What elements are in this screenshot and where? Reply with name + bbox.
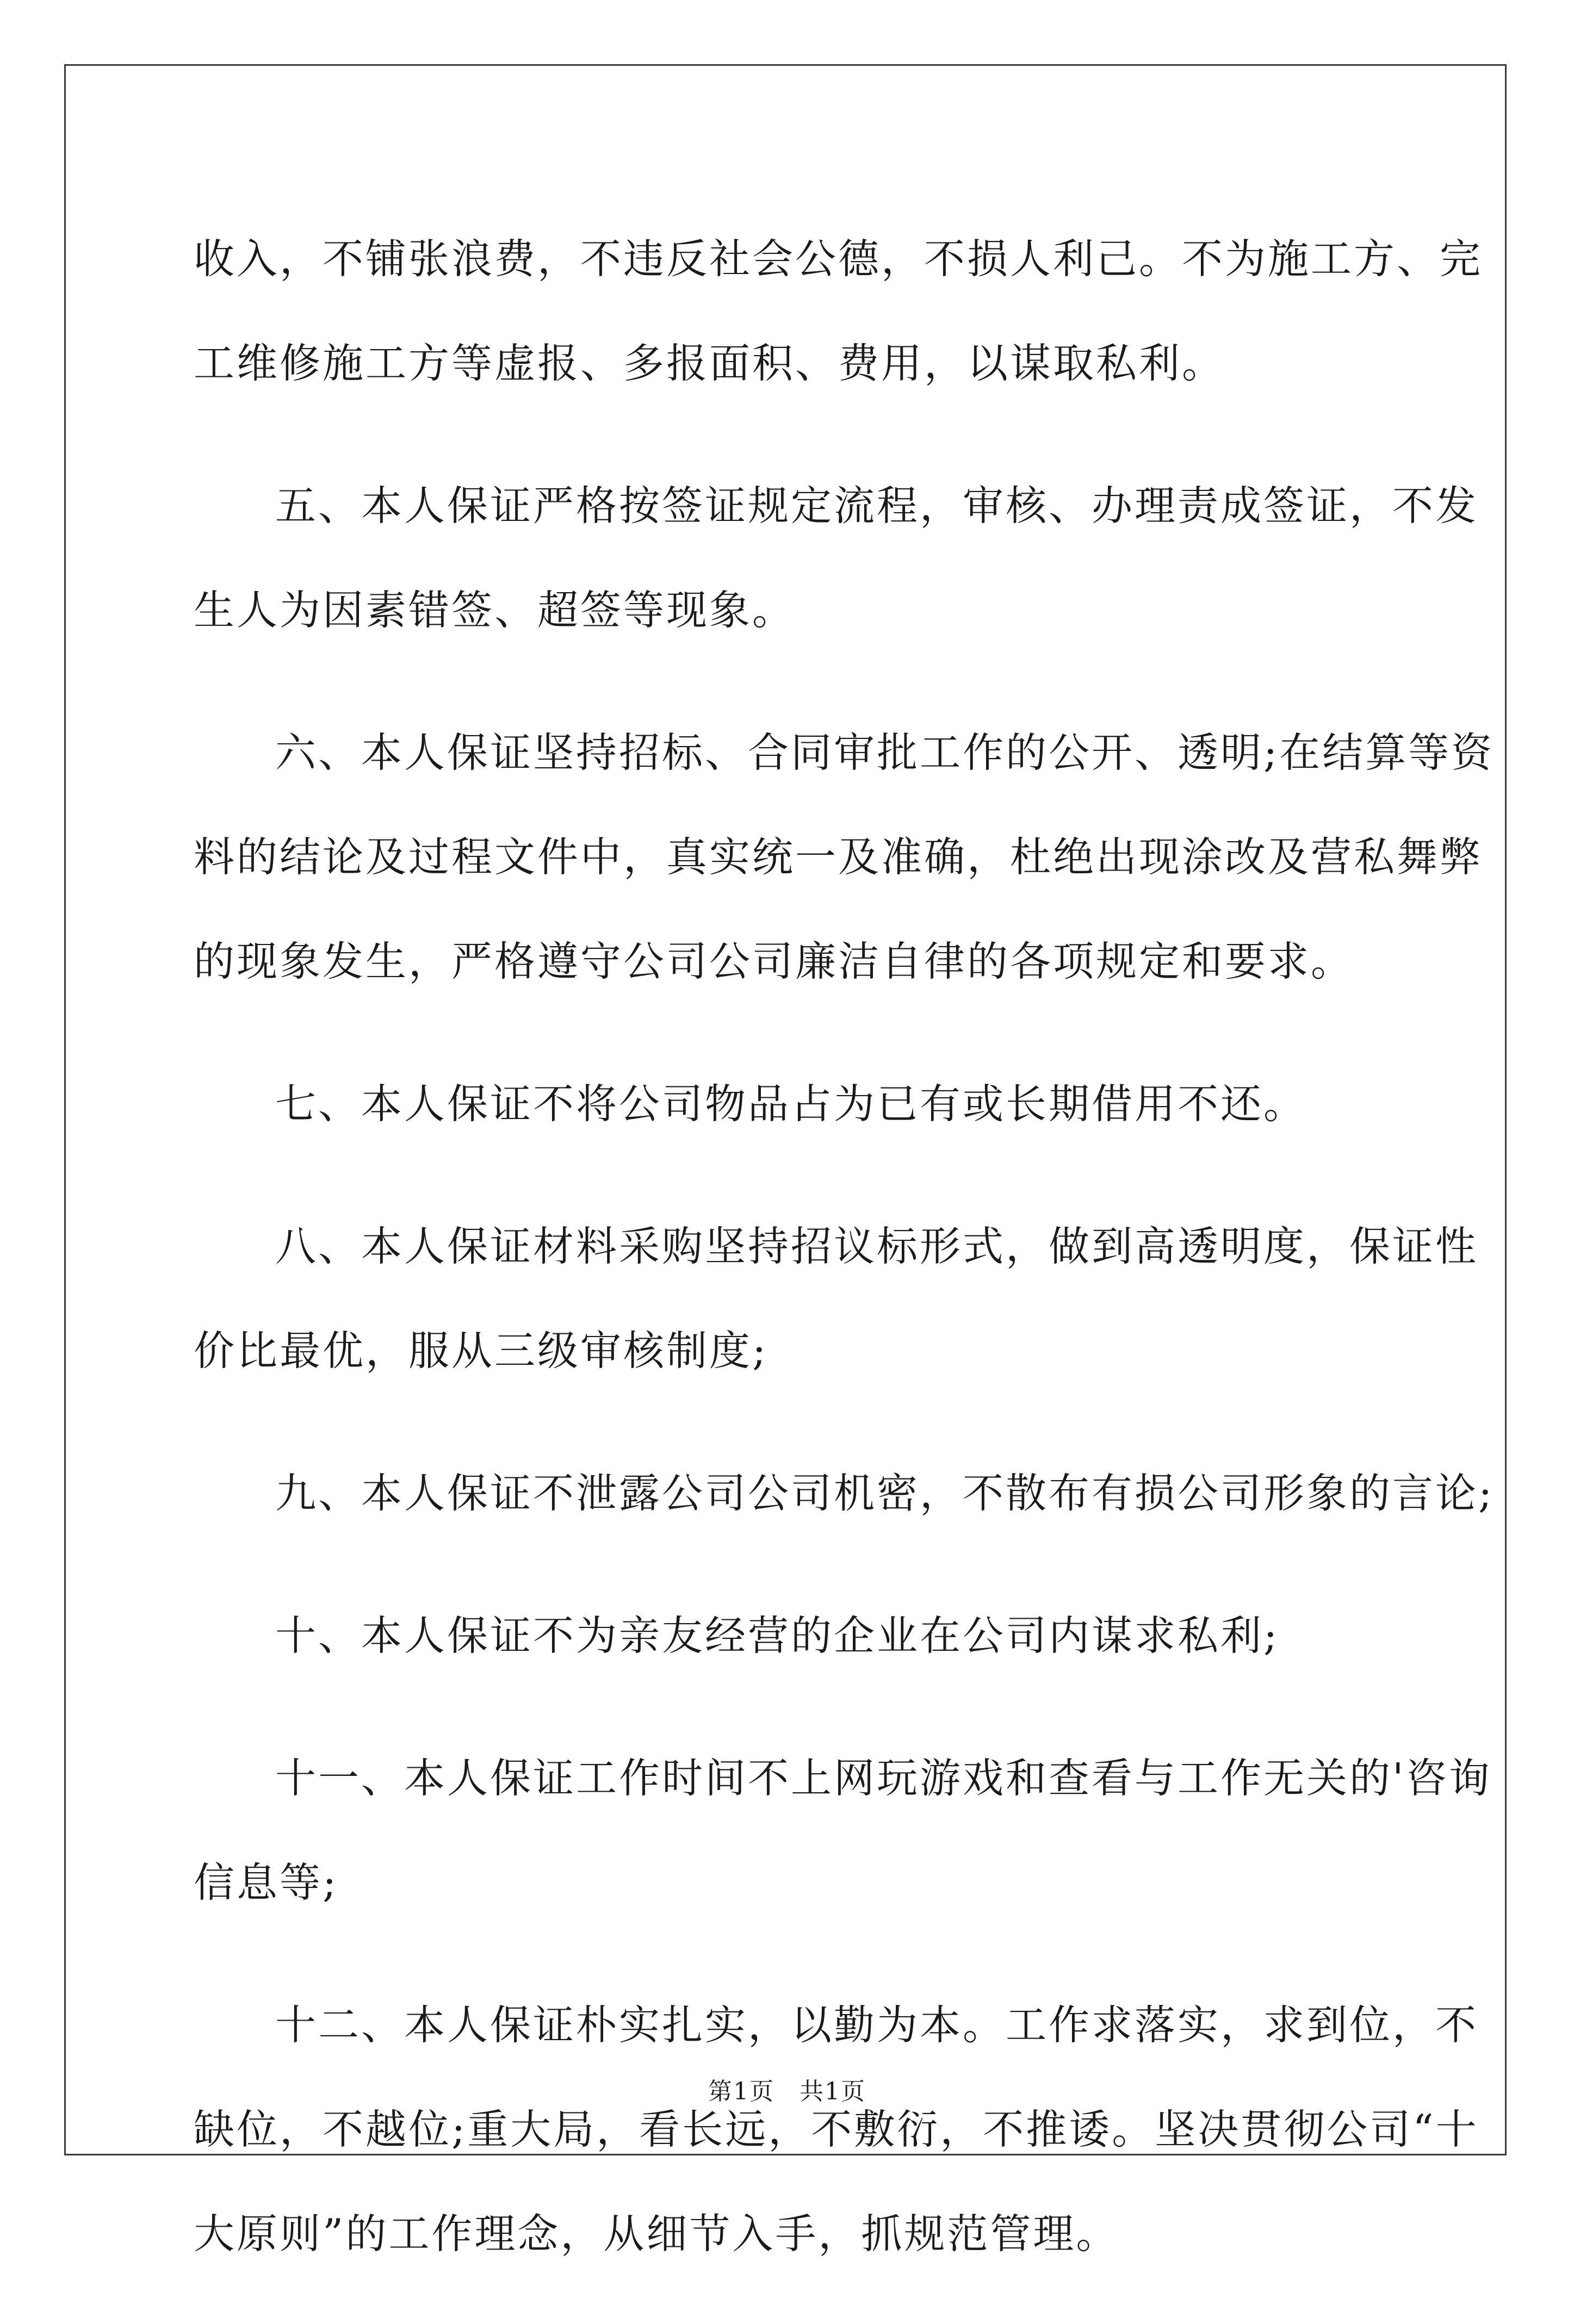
paragraph <box>194 453 1479 662</box>
paragraph-line: 十一、本人保证工作时间不上网玩游戏和查看与工作无关的'咨询 <box>275 1754 1492 1802</box>
paragraph-line: 六、本人保证坚持招标、合同审批工作的公开、透明;在结算等资 <box>275 729 1495 776</box>
paragraph <box>194 207 1483 415</box>
paragraph <box>194 1973 1479 2286</box>
paragraph-line: 五、本人保证严格按签证规定流程，审核、办理责成签证，不发 <box>275 482 1479 530</box>
paragraph-line: 八、本人保证材料采购坚持招议标形式，做到高透明度，保证性 <box>275 1222 1479 1270</box>
paragraph-line: 九、本人保证不泄露公司公司机密，不散布有损公司形象的言论; <box>275 1469 1495 1517</box>
paragraph <box>194 1052 1385 1156</box>
paragraph-line: 信息等; <box>194 1859 339 1906</box>
paragraph <box>194 1441 1495 1545</box>
paragraph <box>194 1726 1492 1935</box>
paragraph <box>194 700 1495 1014</box>
document-body <box>194 207 1495 2324</box>
paragraph-line: 收入，不铺张浪费，不违反社会公德，不损人利己。不为施工方、完 <box>194 235 1483 283</box>
page-footer: 第1页 共1页 <box>708 2078 866 2105</box>
paragraph-line: 的现象发生，严格遵守公司公司廉洁自律的各项规定和要求。 <box>194 937 1354 985</box>
paragraph-line: 价比最优，服从三级审核制度; <box>194 1327 769 1375</box>
paragraph-line: 缺位，不越位;重大局，看长远，不敷衍，不推诿。坚决贯彻公司“十 <box>194 2105 1479 2153</box>
paragraph <box>194 1583 1385 1688</box>
paragraph-line: 七、本人保证不将公司物品占为已有或长期借用不还。 <box>275 1080 1307 1128</box>
paragraph-line: 工维修施工方等虚报、多报面积、费用，以谋取私利。 <box>194 339 1225 387</box>
paragraph-line: 大原则”的工作理念，从细节入手，抓规范管理。 <box>194 2210 1119 2258</box>
paragraph-line: 十、本人保证不为亲友经营的企业在公司内谋求私利; <box>275 1612 1280 1660</box>
paragraph-line: 生人为因素错签、超签等现象。 <box>194 586 796 634</box>
paragraph-line: 十二、本人保证朴实扎实，以勤为本。工作求落实，求到位，不 <box>275 2001 1479 2049</box>
paragraph <box>194 1194 1479 1403</box>
paragraph-line: 料的结论及过程文件中，真实统一及准确，杜绝出现涂改及营私舞弊 <box>194 833 1483 881</box>
